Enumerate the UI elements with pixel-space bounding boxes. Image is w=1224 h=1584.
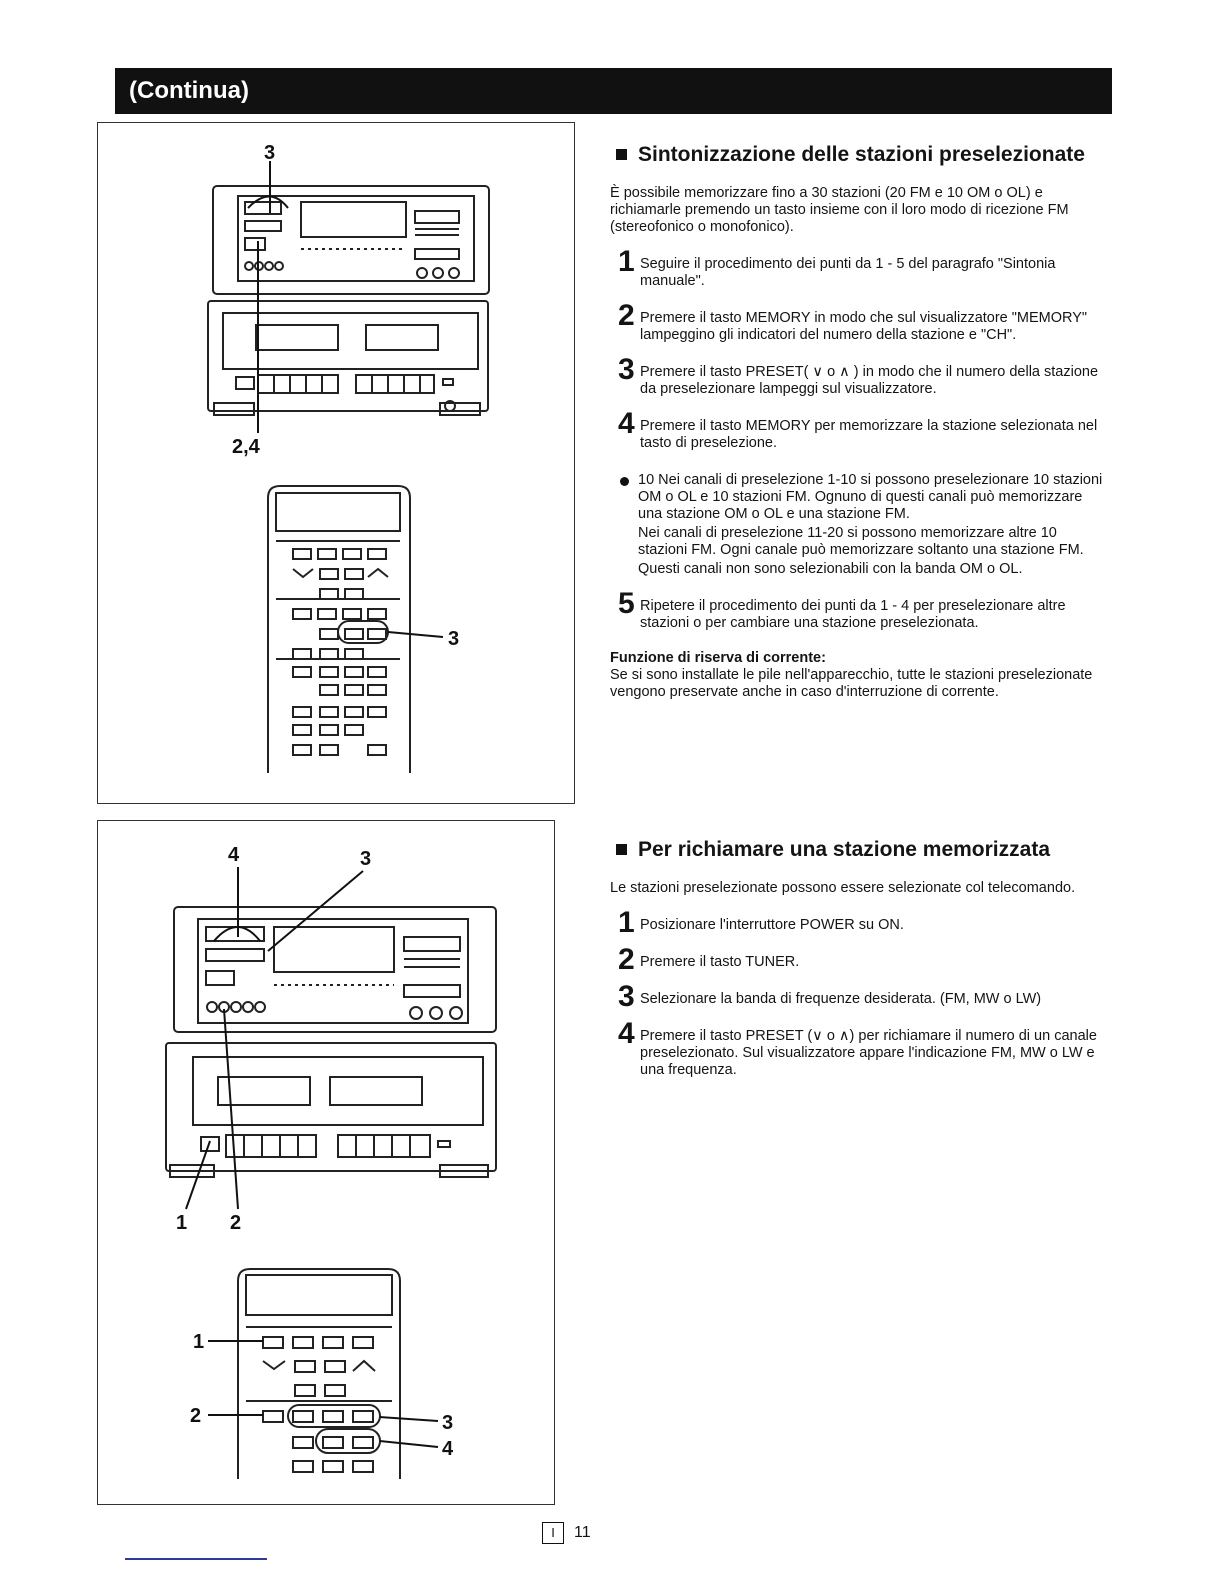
remote-control-drawing-2 xyxy=(238,1269,400,1479)
backup-title: Funzione di riserva di corrente: xyxy=(610,650,826,666)
figure-bottom-drawing xyxy=(98,821,554,1504)
callout-4-unit: 4 xyxy=(228,844,240,866)
square-bullet-icon xyxy=(616,149,627,160)
callout-4-remote: 4 xyxy=(442,1438,454,1460)
bullet-dot-icon xyxy=(620,477,629,486)
callout-1-unit: 1 xyxy=(176,1212,188,1234)
header-bar xyxy=(115,68,1112,114)
step-item: 1 Seguire il procedimento dei punti da 1 - 5 del paragrafo "Sintonia manuale". xyxy=(618,245,1056,289)
figure-top-drawing xyxy=(98,123,574,803)
stereo-unit-drawing-2 xyxy=(166,907,496,1177)
section1-title: Sintonizzazione delle stazioni preselezionate xyxy=(610,143,1110,167)
section1-intro: È possibile memorizzare fino a 30 stazioni (20 FM e 10 OM o OL) e richiamarle premendo un tasto insieme con il loro modo di ricezione FM (stereofonico o monofonico). xyxy=(610,185,1069,235)
step-item: 4 Premere il tasto PRESET (∨ o ∧) per richiamare il numero di un canale preselezionato. Sul visualizzatore appare l'indicazione FM, MW o LW e una frequenza. xyxy=(618,1017,1097,1078)
header-tab-label: (Continua) xyxy=(129,77,249,104)
stereo-unit-drawing xyxy=(208,186,489,415)
language-box: I xyxy=(542,1522,564,1544)
callout-1-remote: 1 xyxy=(193,1331,205,1353)
section-preset-tuning xyxy=(610,143,1110,701)
section-recall-station xyxy=(610,838,1110,1079)
backup-text: Se si sono installate le pile nell'apparecchio, tutte le stazioni preselezionate vengono preservate anche in caso d'interruzione di corrente. xyxy=(610,667,1093,700)
footer-rule xyxy=(125,1558,267,1560)
figure-bottom xyxy=(97,820,555,1505)
square-bullet-icon xyxy=(616,844,627,855)
section2-title: Per richiamare una stazione memorizzata xyxy=(610,838,1110,862)
callout-3-unit-2: 3 xyxy=(360,848,372,870)
step-item: 4 Premere il tasto MEMORY per memorizzare la stazione selezionata nel tasto di preselezione. xyxy=(618,407,1098,451)
remote-control-drawing xyxy=(268,486,410,773)
callout-2-4-unit: 2,4 xyxy=(232,436,260,458)
callout-3-remote-2: 3 xyxy=(442,1412,454,1434)
callout-3-remote: 3 xyxy=(448,628,460,650)
step-item: 3 Selezionare la banda di frequenze desiderata. (FM, MW o LW) xyxy=(618,980,1042,1013)
page-footer xyxy=(542,1522,591,1544)
figure-top xyxy=(97,122,575,804)
step-item: 5 Ripetere il procedimento dei punti da 1 - 4 per preselezionare altre stazioni o per cambiare una stazione preselezionata. xyxy=(618,587,1066,631)
step-item: 2 Premere il tasto TUNER. xyxy=(618,943,800,976)
callout-2-remote: 2 xyxy=(190,1405,202,1427)
callout-2-unit: 2 xyxy=(230,1212,242,1234)
note-bullet: 10 Nei canali di preselezione 1-10 si possono preselezionare 10 stazioni OM o OL e 10 stazioni FM. Ognuno di questi canali può memorizzare una stazione OM o OL e una stazione FM. Nei canali di preselezione 11-20 si possono memorizzare altre 10 stazioni FM. Ogni canale può memorizzare soltanto una stazione FM. Questi canali non sono selezionabili con la banda OM o OL. xyxy=(610,472,1110,578)
step-item: 3 Premere il tasto PRESET( ∨ o ∧ ) in modo che il numero della stazione da preselezionare lampeggi sul visualizzatore. xyxy=(618,353,1099,397)
page-number: 11 xyxy=(574,1524,591,1541)
step-item: 2 Premere il tasto MEMORY in modo che sul visualizzatore "MEMORY" lampeggino gli indicatori del numero della stazione e "CH". xyxy=(618,299,1088,343)
callout-3-unit: 3 xyxy=(264,142,276,164)
step-item: 1 Posizionare l'interruttore POWER su ON. xyxy=(618,906,904,939)
section2-intro: Le stazioni preselezionate possono essere selezionate col telecomando. xyxy=(610,880,1076,896)
